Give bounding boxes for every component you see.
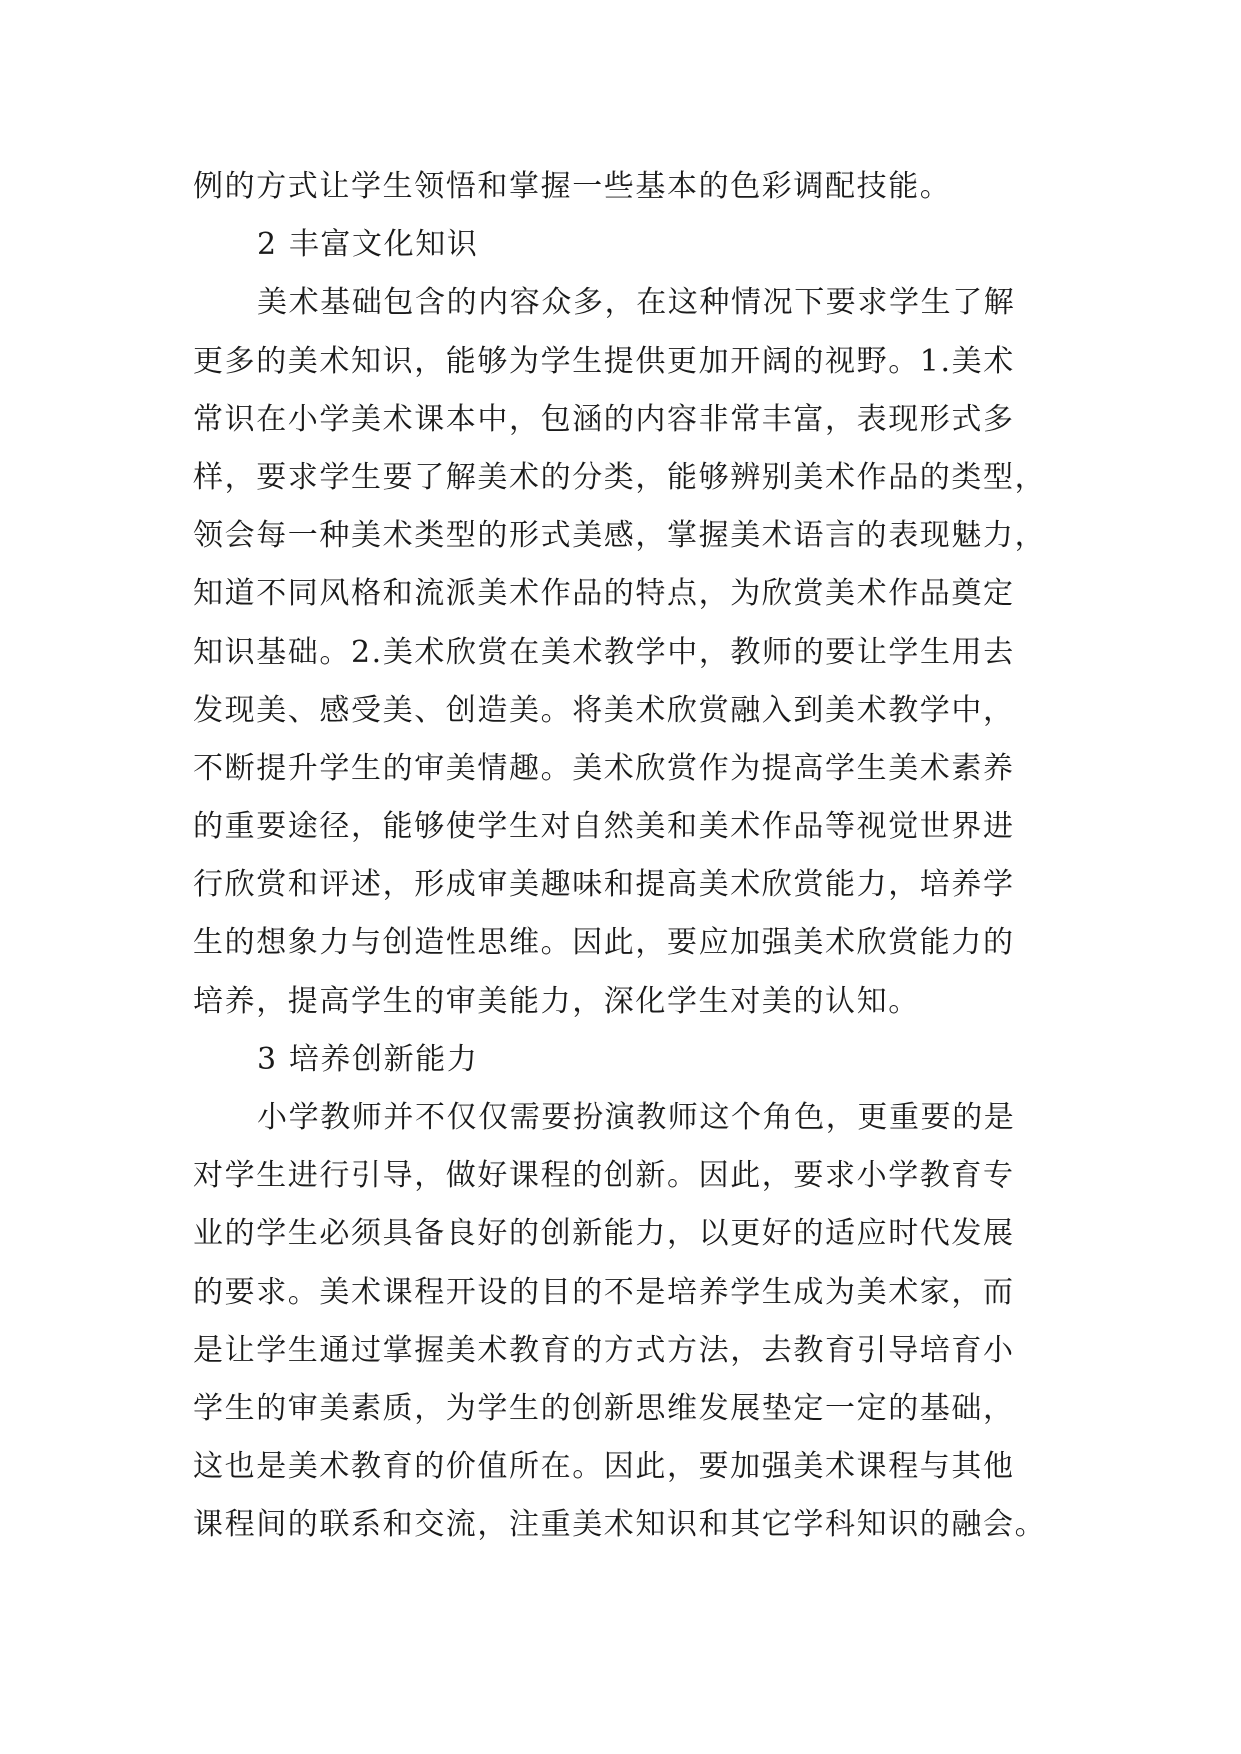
- section-heading-3: 3 培养创新能力: [257, 1041, 479, 1077]
- text-line-4: 更多的美术知识，能够为学生提供更加开阔的视野。1.美术: [193, 343, 1015, 379]
- text-line-18: 对学生进行引导，做好课程的创新。因此，要求小学教育专: [193, 1158, 1015, 1194]
- section-heading-2: 2 丰富文化知识: [257, 227, 479, 263]
- text-line-19: 业的学生必须具备良好的创新能力，以更好的适应时代发展: [193, 1216, 1015, 1252]
- text-line-24: 课程间的联系和交流，注重美术知识和其它学科知识的融会。: [193, 1507, 1047, 1543]
- text-line-23: 这也是美术教育的价值所在。因此，要加强美术课程与其他: [193, 1449, 1015, 1485]
- text-line-17: 小学教师并不仅仅需要扮演教师这个角色，更重要的是: [257, 1100, 1016, 1135]
- text-line-6: 样，要求学生要了解美术的分类，能够辨别美术作品的类型，: [193, 459, 1047, 495]
- text-line-22: 学生的审美素质，为学生的创新思维发展垫定一定的基础，: [193, 1390, 1015, 1426]
- text-line-12: 的重要途径，能够使学生对自然美和美术作品等视觉世界进: [193, 809, 1015, 845]
- text-line-13: 行欣赏和评述，形成审美趣味和提高美术欣赏能力，培养学: [193, 867, 1015, 903]
- text-line-3: 美术基础包含的内容众多，在这种情况下要求学生了解: [257, 285, 1016, 321]
- text-line-5: 常识在小学美术课本中，包涵的内容非常丰富，表现形式多: [193, 401, 1015, 437]
- text-line-8: 知道不同风格和流派美术作品的特点，为欣赏美术作品奠定: [193, 576, 1015, 612]
- text-line-20: 的要求。美术课程开设的目的不是培养学生成为美术家，而: [193, 1274, 1015, 1310]
- text-line-14: 生的想象力与创造性思维。因此，要应加强美术欣赏能力的: [193, 925, 1015, 961]
- document-body: [193, 158, 1073, 1555]
- text-line-10: 发现美、感受美、创造美。将美术欣赏融入到美术教学中，: [193, 692, 1015, 728]
- text-line-11: 不断提升学生的审美情趣。美术欣赏作为提高学生美术素养: [193, 750, 1015, 786]
- text-line-9: 知识基础。2.美术欣赏在美术教学中，教师的要让学生用去: [193, 634, 1015, 670]
- text-line-7: 领会每一种美术类型的形式美感，掌握美术语言的表现魅力，: [193, 518, 1047, 554]
- text-line-21: 是让学生通过掌握美术教育的方式方法，去教育引导培育小: [193, 1332, 1015, 1368]
- text-line-1: 例的方式让学生领悟和掌握一些基本的色彩调配技能。: [193, 169, 952, 204]
- text-line-15: 培养，提高学生的审美能力，深化学生对美的认知。: [193, 983, 920, 1019]
